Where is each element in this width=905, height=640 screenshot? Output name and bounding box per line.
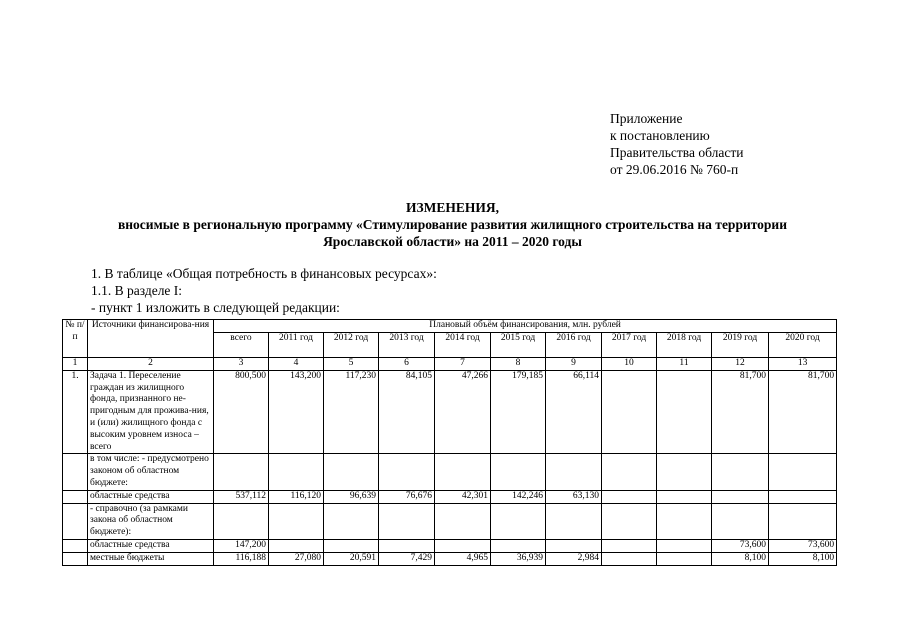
row-label: в том числе: - предусмотрено законом об областном бюджете: <box>88 454 214 490</box>
value-cell <box>491 539 546 552</box>
row-label: Задача 1. Переселение граждан из жилищного фонда, признанного не-пригодным для прожива-ния, и (или) жилищного фонда с высоким уровнем износа – всего <box>88 370 214 454</box>
value-cell <box>769 454 837 490</box>
value-cell <box>269 539 324 552</box>
column-number: 8 <box>491 358 546 371</box>
value-cell <box>379 539 435 552</box>
value-cell <box>379 503 435 539</box>
value-cell <box>602 370 657 454</box>
row-number <box>63 552 88 565</box>
value-cell <box>379 454 435 490</box>
value-cell: 2,984 <box>546 552 602 565</box>
paragraph-3: - пункт 1 изложить в следующей редакции: <box>91 300 340 315</box>
header-year: 2017 год <box>602 333 657 358</box>
appendix-line: к постановлению <box>610 128 710 143</box>
column-number: 9 <box>546 358 602 371</box>
value-cell: 96,639 <box>324 490 379 503</box>
column-number: 10 <box>602 358 657 371</box>
value-cell: 8,100 <box>769 552 837 565</box>
value-cell <box>324 539 379 552</box>
header-year: 2015 год <box>491 333 546 358</box>
value-cell <box>712 454 769 490</box>
table-row <box>63 552 837 565</box>
row-label: областные средства <box>88 490 214 503</box>
column-number: 4 <box>269 358 324 371</box>
value-cell: 142,246 <box>491 490 546 503</box>
column-numbers-row <box>63 358 837 371</box>
header-year: 2012 год <box>324 333 379 358</box>
header-year: 2011 год <box>269 333 324 358</box>
column-number: 1 <box>63 358 88 371</box>
value-cell: 76,676 <box>379 490 435 503</box>
header-sources: Источники финансирова-ния <box>88 320 214 358</box>
value-cell <box>657 552 712 565</box>
table-row <box>63 454 837 490</box>
column-number: 12 <box>712 358 769 371</box>
value-cell: 36,939 <box>491 552 546 565</box>
value-cell: 27,080 <box>269 552 324 565</box>
value-cell <box>769 503 837 539</box>
value-cell: 800,500 <box>214 370 269 454</box>
column-number: 13 <box>769 358 837 371</box>
value-cell <box>657 370 712 454</box>
column-number: 11 <box>657 358 712 371</box>
value-cell <box>269 503 324 539</box>
value-cell <box>602 503 657 539</box>
value-cell <box>435 503 491 539</box>
value-cell <box>657 490 712 503</box>
document-title <box>0 199 905 250</box>
title-line-1: ИЗМЕНЕНИЯ, <box>405 200 499 215</box>
value-cell <box>546 503 602 539</box>
value-cell <box>491 454 546 490</box>
header-year: 2013 год <box>379 333 435 358</box>
value-cell: 117,230 <box>324 370 379 454</box>
value-cell <box>602 454 657 490</box>
value-cell <box>657 454 712 490</box>
row-number: 1. <box>63 370 88 454</box>
header-num: № п/п <box>63 320 88 358</box>
value-cell: 8,100 <box>712 552 769 565</box>
row-label: областные средства <box>88 539 214 552</box>
value-cell <box>324 503 379 539</box>
title-line-3: Ярославской области» на 2011 – 2020 годы <box>323 234 582 249</box>
paragraph-1: 1. В таблице «Общая потребность в финансовых ресурсах»: <box>91 266 437 281</box>
value-cell: 4,965 <box>435 552 491 565</box>
value-cell: 63,130 <box>546 490 602 503</box>
row-number <box>63 539 88 552</box>
value-cell <box>602 539 657 552</box>
row-number <box>63 490 88 503</box>
header-year: 2019 год <box>712 333 769 358</box>
value-cell <box>712 503 769 539</box>
value-cell <box>602 490 657 503</box>
column-number: 2 <box>88 358 214 371</box>
header-year: 2016 год <box>546 333 602 358</box>
value-cell: 537,112 <box>214 490 269 503</box>
title-line-2: вносимые в региональную программу «Стимулирование развития жилищного строительства на территории <box>117 217 787 232</box>
value-cell: 84,105 <box>379 370 435 454</box>
value-cell: 179,185 <box>491 370 546 454</box>
value-cell <box>657 503 712 539</box>
header-total: всего <box>214 333 269 358</box>
value-cell: 116,120 <box>269 490 324 503</box>
header-year: 2014 год <box>435 333 491 358</box>
value-cell: 147,200 <box>214 539 269 552</box>
row-number <box>63 454 88 490</box>
value-cell <box>324 454 379 490</box>
value-cell <box>214 454 269 490</box>
value-cell: 20,591 <box>324 552 379 565</box>
column-number: 7 <box>435 358 491 371</box>
value-cell: 81,700 <box>712 370 769 454</box>
header-year: 2018 год <box>657 333 712 358</box>
value-cell: 73,600 <box>712 539 769 552</box>
value-cell <box>435 539 491 552</box>
row-number <box>63 503 88 539</box>
value-cell <box>712 490 769 503</box>
row-label: местные бюджеты <box>88 552 214 565</box>
value-cell <box>546 454 602 490</box>
appendix-block <box>610 110 743 178</box>
appendix-line: Приложение <box>610 111 683 126</box>
header-row <box>63 320 837 333</box>
value-cell: 42,301 <box>435 490 491 503</box>
value-cell: 47,266 <box>435 370 491 454</box>
column-number: 3 <box>214 358 269 371</box>
value-cell <box>769 490 837 503</box>
value-cell: 66,114 <box>546 370 602 454</box>
value-cell <box>214 503 269 539</box>
appendix-line: Правительства области <box>610 145 744 160</box>
column-number: 5 <box>324 358 379 371</box>
value-cell: 116,188 <box>214 552 269 565</box>
appendix-line: от 29.06.2016 № 760-п <box>610 162 739 177</box>
table-row <box>63 370 837 454</box>
financing-table <box>62 319 837 566</box>
column-number: 6 <box>379 358 435 371</box>
value-cell: 143,200 <box>269 370 324 454</box>
table-row <box>63 490 837 503</box>
row-label: - справочно (за рамками закона об областном бюджете): <box>88 503 214 539</box>
header-planned: Плановый объём финансирования, млн. рублей <box>214 320 837 333</box>
table-row <box>63 503 837 539</box>
value-cell <box>491 503 546 539</box>
paragraph-2: 1.1. В разделе I: <box>91 283 183 298</box>
value-cell <box>269 454 324 490</box>
header-year: 2020 год <box>769 333 837 358</box>
value-cell: 73,600 <box>769 539 837 552</box>
value-cell <box>435 454 491 490</box>
value-cell: 81,700 <box>769 370 837 454</box>
value-cell <box>546 539 602 552</box>
value-cell <box>657 539 712 552</box>
value-cell <box>602 552 657 565</box>
value-cell: 7,429 <box>379 552 435 565</box>
table-row <box>63 539 837 552</box>
